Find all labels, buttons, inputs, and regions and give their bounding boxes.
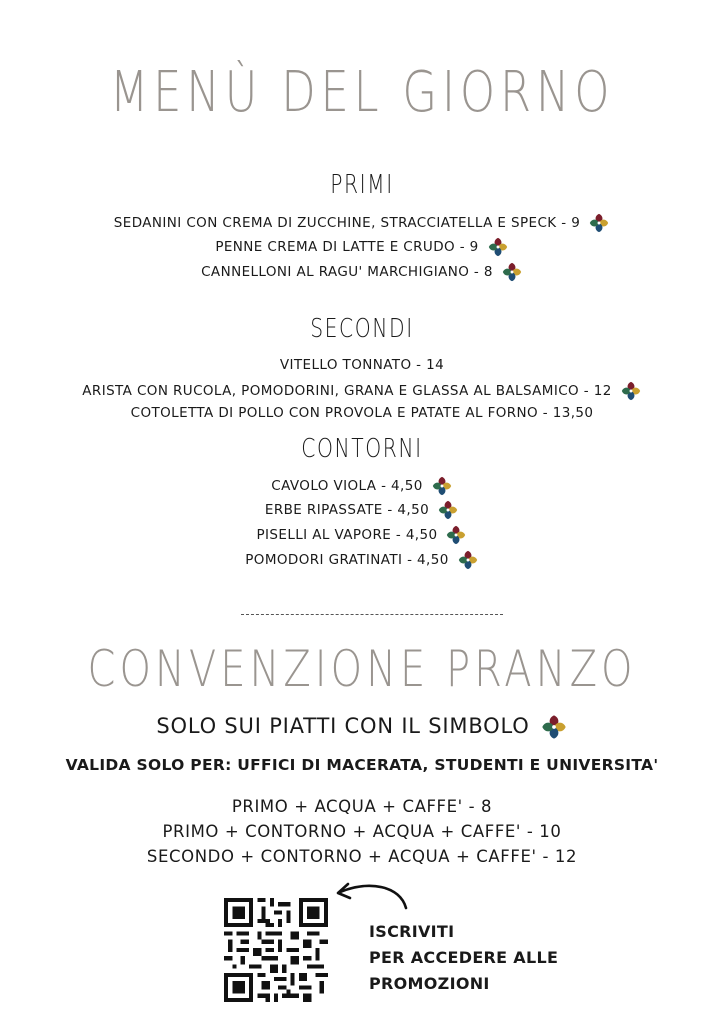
four-petal-flower-icon bbox=[588, 212, 610, 234]
list-item bbox=[0, 475, 724, 497]
offer-item: SECONDO + CONTORNO + ACQUA + CAFFE' - 12 bbox=[146, 847, 578, 866]
section-title-secondi: SECONDI bbox=[310, 314, 414, 344]
four-petal-flower-icon bbox=[540, 713, 568, 741]
list-item bbox=[0, 212, 724, 234]
dish-label: CAVOLO VIOLA - 4,50 bbox=[271, 478, 423, 494]
four-petal-flower-icon bbox=[431, 475, 453, 497]
section-title-contorni: CONTORNI bbox=[301, 434, 423, 464]
list-item bbox=[0, 380, 724, 402]
dish-label: PISELLI AL VAPORE - 4,50 bbox=[256, 527, 438, 543]
section-title-primi: PRIMI bbox=[330, 170, 394, 200]
page-title: MENÙ DEL GIORNO bbox=[109, 60, 615, 125]
dish-label: POMODORI GRATINATI - 4,50 bbox=[245, 552, 449, 568]
list-item bbox=[0, 357, 724, 373]
list-item bbox=[0, 549, 724, 571]
promo-text bbox=[369, 919, 558, 997]
four-petal-flower-icon bbox=[437, 499, 459, 521]
validity-note: VALIDA SOLO PER: UFFICI DI MACERATA, STUDENTI E UNIVERSITA' bbox=[65, 756, 659, 774]
promo-line: PROMOZIONI bbox=[369, 974, 490, 993]
promo-line: PER ACCEDERE ALLE bbox=[369, 948, 559, 967]
promo-line: ISCRIVITI bbox=[369, 922, 455, 941]
list-item bbox=[0, 499, 724, 521]
dish-label: VITELLO TONNATO - 14 bbox=[279, 357, 445, 373]
convenzione-subtitle bbox=[0, 713, 724, 741]
dish-label: ARISTA CON RUCOLA, POMODORINI, GRANA E GLASSA AL BALSAMICO - 12 bbox=[82, 383, 612, 399]
four-petal-flower-icon bbox=[457, 549, 479, 571]
dish-label: CANNELLONI AL RAGU' MARCHIGIANO - 8 bbox=[201, 264, 493, 280]
offer-item: PRIMO + ACQUA + CAFFE' - 8 bbox=[231, 797, 493, 816]
dish-label: COTOLETTA DI POLLO CON PROVOLA E PATATE AL FORNO - 13,50 bbox=[130, 405, 594, 421]
list-item bbox=[0, 524, 724, 546]
curved-arrow-icon bbox=[330, 878, 412, 914]
list-item bbox=[0, 261, 724, 283]
offer-item: PRIMO + CONTORNO + ACQUA + CAFFE' - 10 bbox=[162, 822, 562, 841]
dish-label: ERBE RIPASSATE - 4,50 bbox=[264, 502, 430, 518]
four-petal-flower-icon bbox=[501, 261, 523, 283]
four-petal-flower-icon bbox=[487, 236, 509, 258]
qr-code-icon[interactable] bbox=[224, 898, 328, 1002]
divider bbox=[241, 614, 503, 615]
dish-label: PENNE CREMA DI LATTE E CRUDO - 9 bbox=[215, 239, 479, 255]
four-petal-flower-icon bbox=[445, 524, 467, 546]
convenzione-title: CONVENZIONE PRANZO bbox=[87, 640, 637, 698]
list-item bbox=[0, 405, 724, 421]
list-item bbox=[0, 236, 724, 258]
dish-label: SEDANINI CON CREMA DI ZUCCHINE, STRACCIATELLA E SPECK - 9 bbox=[113, 215, 581, 231]
subtitle-text: SOLO SUI PIATTI CON IL SIMBOLO bbox=[156, 714, 530, 738]
four-petal-flower-icon bbox=[620, 380, 642, 402]
